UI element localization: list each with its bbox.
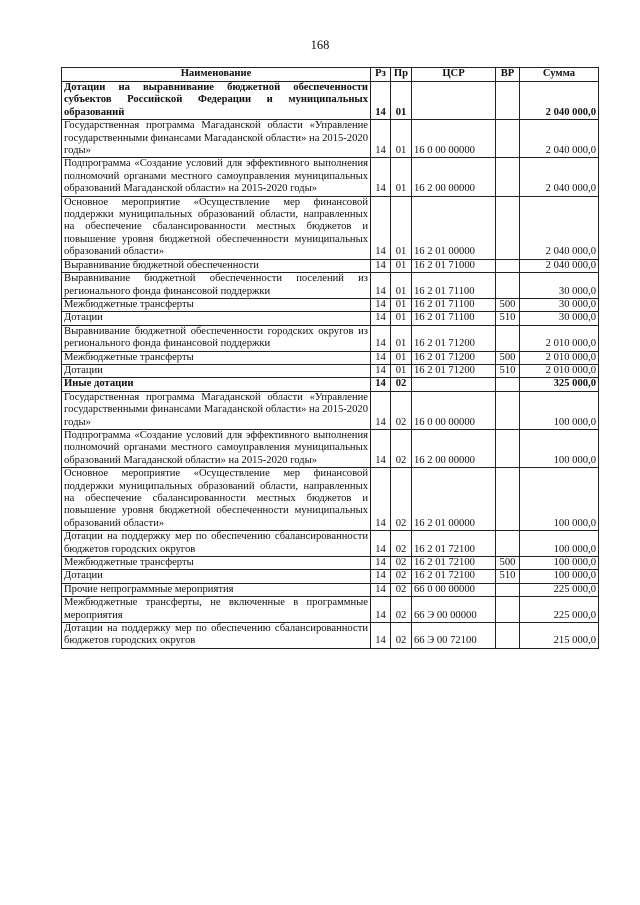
row-name-cell: Основное мероприятие «Осуществление мер финансовой поддержки муниципальных образований области, направленных на обеспечение сбалансированности местных бюджетов и повышение уровня бюджетной обеспеченности муниципальных образований области» <box>62 196 371 259</box>
row-name-cell: Дотации на поддержку мер по обеспечению сбалансированности бюджетов городских округов <box>62 531 371 557</box>
row-csr-cell: 16 2 01 00000 <box>412 196 496 259</box>
page-number: 168 <box>310 38 330 52</box>
table-row <box>62 364 599 377</box>
table-row <box>62 196 599 259</box>
row-rz-cell: 14 <box>371 391 391 429</box>
row-name-cell: Иные дотации <box>62 378 371 391</box>
row-pr-cell: 02 <box>391 468 412 531</box>
row-rz-cell: 14 <box>371 583 391 596</box>
row-sum-cell: 2 010 000,0 <box>520 351 599 364</box>
row-csr-cell: 66 Э 00 72100 <box>412 623 496 649</box>
row-sum-cell: 100 000,0 <box>520 468 599 531</box>
row-rz-cell: 14 <box>371 351 391 364</box>
row-sum-cell: 30 000,0 <box>520 298 599 311</box>
row-csr-cell: 16 2 01 72100 <box>412 570 496 583</box>
row-name-cell: Основное мероприятие «Осуществление мер финансовой поддержки муниципальных образований области, направленных на обеспечение сбалансированности местных бюджетов и повышение уровня бюджетной обеспеченности муниципальных образований области» <box>62 468 371 531</box>
row-csr-cell: 16 0 00 00000 <box>412 120 496 158</box>
header-sum: Сумма <box>520 68 599 82</box>
row-name-cell: Дотации <box>62 570 371 583</box>
row-rz-cell: 14 <box>371 196 391 259</box>
row-rz-cell: 14 <box>371 158 391 196</box>
row-rz-cell: 14 <box>371 623 391 649</box>
row-name-cell: Межбюджетные трансферты <box>62 557 371 570</box>
row-rz-cell: 14 <box>371 82 391 120</box>
row-csr-cell: 66 Э 00 00000 <box>412 597 496 623</box>
table-row <box>62 570 599 583</box>
row-name-cell: Подпрограмма «Создание условий для эффективного выполнения полномочий органами местного самоуправления муниципальных образований Магаданской области» на 2015-2020 годы» <box>62 158 371 196</box>
row-pr-cell: 02 <box>391 557 412 570</box>
table-row <box>62 312 599 325</box>
header-pr: Пр <box>391 68 412 82</box>
row-sum-cell: 2 040 000,0 <box>520 259 599 272</box>
row-vr-cell: 510 <box>496 570 520 583</box>
table-row <box>62 273 599 299</box>
row-rz-cell: 14 <box>371 378 391 391</box>
row-pr-cell: 01 <box>391 259 412 272</box>
table-header-row <box>62 68 599 82</box>
table-row <box>62 351 599 364</box>
header-name: Наименование <box>62 68 371 82</box>
row-csr-cell: 16 2 01 71200 <box>412 351 496 364</box>
row-csr-cell: 16 2 01 71100 <box>412 298 496 311</box>
row-sum-cell: 100 000,0 <box>520 391 599 429</box>
row-sum-cell: 100 000,0 <box>520 570 599 583</box>
row-pr-cell: 02 <box>391 583 412 596</box>
row-sum-cell: 2 040 000,0 <box>520 120 599 158</box>
table-row <box>62 325 599 351</box>
row-rz-cell: 14 <box>371 325 391 351</box>
table-row <box>62 298 599 311</box>
row-pr-cell: 02 <box>391 531 412 557</box>
row-vr-cell <box>496 273 520 299</box>
row-vr-cell <box>496 531 520 557</box>
row-name-cell: Межбюджетные трансферты <box>62 351 371 364</box>
budget-table <box>61 67 599 649</box>
row-csr-cell: 16 2 01 71200 <box>412 364 496 377</box>
row-csr-cell <box>412 82 496 120</box>
row-rz-cell: 14 <box>371 570 391 583</box>
row-vr-cell <box>496 120 520 158</box>
row-pr-cell: 02 <box>391 378 412 391</box>
row-rz-cell: 14 <box>371 531 391 557</box>
row-vr-cell <box>496 82 520 120</box>
row-vr-cell <box>496 391 520 429</box>
row-name-cell: Дотации <box>62 312 371 325</box>
row-csr-cell: 16 2 01 00000 <box>412 468 496 531</box>
row-sum-cell: 100 000,0 <box>520 557 599 570</box>
row-sum-cell: 2 010 000,0 <box>520 364 599 377</box>
row-rz-cell: 14 <box>371 312 391 325</box>
row-csr-cell <box>412 378 496 391</box>
row-csr-cell: 16 2 00 00000 <box>412 429 496 467</box>
table-row <box>62 378 599 391</box>
row-csr-cell: 66 0 00 00000 <box>412 583 496 596</box>
row-csr-cell: 16 2 01 71200 <box>412 325 496 351</box>
row-sum-cell: 30 000,0 <box>520 273 599 299</box>
row-name-cell: Выравнивание бюджетной обеспеченности городских округов из регионального фонда финансовой поддержки <box>62 325 371 351</box>
table-row <box>62 468 599 531</box>
table-row <box>62 583 599 596</box>
row-vr-cell <box>496 158 520 196</box>
row-csr-cell: 16 0 00 00000 <box>412 391 496 429</box>
row-sum-cell: 100 000,0 <box>520 429 599 467</box>
row-pr-cell: 01 <box>391 351 412 364</box>
row-vr-cell <box>496 623 520 649</box>
row-vr-cell <box>496 429 520 467</box>
row-sum-cell: 2 040 000,0 <box>520 82 599 120</box>
row-sum-cell: 325 000,0 <box>520 378 599 391</box>
row-sum-cell: 30 000,0 <box>520 312 599 325</box>
row-name-cell: Прочие непрограммные мероприятия <box>62 583 371 596</box>
row-pr-cell: 01 <box>391 312 412 325</box>
row-name-cell: Выравнивание бюджетной обеспеченности <box>62 259 371 272</box>
row-name-cell: Дотации на выравнивание бюджетной обеспеченности субъектов Российской Федерации и муниципальных образований <box>62 82 371 120</box>
row-pr-cell: 01 <box>391 82 412 120</box>
row-pr-cell: 01 <box>391 120 412 158</box>
row-name-cell: Межбюджетные трансферты, не включенные в программные мероприятия <box>62 597 371 623</box>
table-row <box>62 623 599 649</box>
row-csr-cell: 16 2 01 71000 <box>412 259 496 272</box>
row-vr-cell <box>496 196 520 259</box>
header-rz: Рз <box>371 68 391 82</box>
row-vr-cell <box>496 583 520 596</box>
row-pr-cell: 02 <box>391 391 412 429</box>
row-pr-cell: 02 <box>391 570 412 583</box>
row-sum-cell: 100 000,0 <box>520 531 599 557</box>
table-row <box>62 597 599 623</box>
row-sum-cell: 2 040 000,0 <box>520 158 599 196</box>
row-name-cell: Межбюджетные трансферты <box>62 298 371 311</box>
row-pr-cell: 02 <box>391 623 412 649</box>
row-rz-cell: 14 <box>371 468 391 531</box>
row-vr-cell: 510 <box>496 312 520 325</box>
table-row <box>62 391 599 429</box>
row-rz-cell: 14 <box>371 364 391 377</box>
row-rz-cell: 14 <box>371 597 391 623</box>
row-csr-cell: 16 2 00 00000 <box>412 158 496 196</box>
table-row <box>62 531 599 557</box>
row-sum-cell: 2 040 000,0 <box>520 196 599 259</box>
row-pr-cell: 02 <box>391 597 412 623</box>
row-pr-cell: 01 <box>391 325 412 351</box>
row-name-cell: Выравнивание бюджетной обеспеченности поселений из регионального фонда финансовой поддержки <box>62 273 371 299</box>
row-name-cell: Подпрограмма «Создание условий для эффективного выполнения полномочий органами местного самоуправления муниципальных образований Магаданской области» на 2015-2020 годы» <box>62 429 371 467</box>
row-rz-cell: 14 <box>371 429 391 467</box>
row-sum-cell: 225 000,0 <box>520 597 599 623</box>
row-vr-cell: 500 <box>496 298 520 311</box>
row-sum-cell: 2 010 000,0 <box>520 325 599 351</box>
row-pr-cell: 01 <box>391 364 412 377</box>
row-pr-cell: 01 <box>391 273 412 299</box>
row-rz-cell: 14 <box>371 298 391 311</box>
row-csr-cell: 16 2 01 72100 <box>412 557 496 570</box>
row-vr-cell <box>496 597 520 623</box>
row-name-cell: Дотации <box>62 364 371 377</box>
row-csr-cell: 16 2 01 71100 <box>412 273 496 299</box>
row-pr-cell: 02 <box>391 429 412 467</box>
row-csr-cell: 16 2 01 72100 <box>412 531 496 557</box>
header-csr: ЦСР <box>412 68 496 82</box>
row-name-cell: Государственная программа Магаданской области «Управление государственными финансами Магаданской области» на 2015-2020 годы» <box>62 391 371 429</box>
table-row <box>62 557 599 570</box>
table-row <box>62 82 599 120</box>
row-name-cell: Дотации на поддержку мер по обеспечению сбалансированности бюджетов городских округов <box>62 623 371 649</box>
row-vr-cell: 500 <box>496 351 520 364</box>
row-vr-cell <box>496 325 520 351</box>
row-rz-cell: 14 <box>371 259 391 272</box>
row-sum-cell: 225 000,0 <box>520 583 599 596</box>
table-row <box>62 429 599 467</box>
row-vr-cell <box>496 468 520 531</box>
row-rz-cell: 14 <box>371 557 391 570</box>
row-pr-cell: 01 <box>391 298 412 311</box>
row-vr-cell <box>496 378 520 391</box>
table-row <box>62 259 599 272</box>
row-pr-cell: 01 <box>391 158 412 196</box>
row-pr-cell: 01 <box>391 196 412 259</box>
table-body <box>62 82 599 649</box>
row-vr-cell: 510 <box>496 364 520 377</box>
row-vr-cell <box>496 259 520 272</box>
row-sum-cell: 215 000,0 <box>520 623 599 649</box>
row-rz-cell: 14 <box>371 120 391 158</box>
row-rz-cell: 14 <box>371 273 391 299</box>
header-vr: ВР <box>496 68 520 82</box>
row-name-cell: Государственная программа Магаданской области «Управление государственными финансами Магаданской области» на 2015-2020 годы» <box>62 120 371 158</box>
table-row <box>62 158 599 196</box>
row-vr-cell: 500 <box>496 557 520 570</box>
row-csr-cell: 16 2 01 71100 <box>412 312 496 325</box>
table-row <box>62 120 599 158</box>
